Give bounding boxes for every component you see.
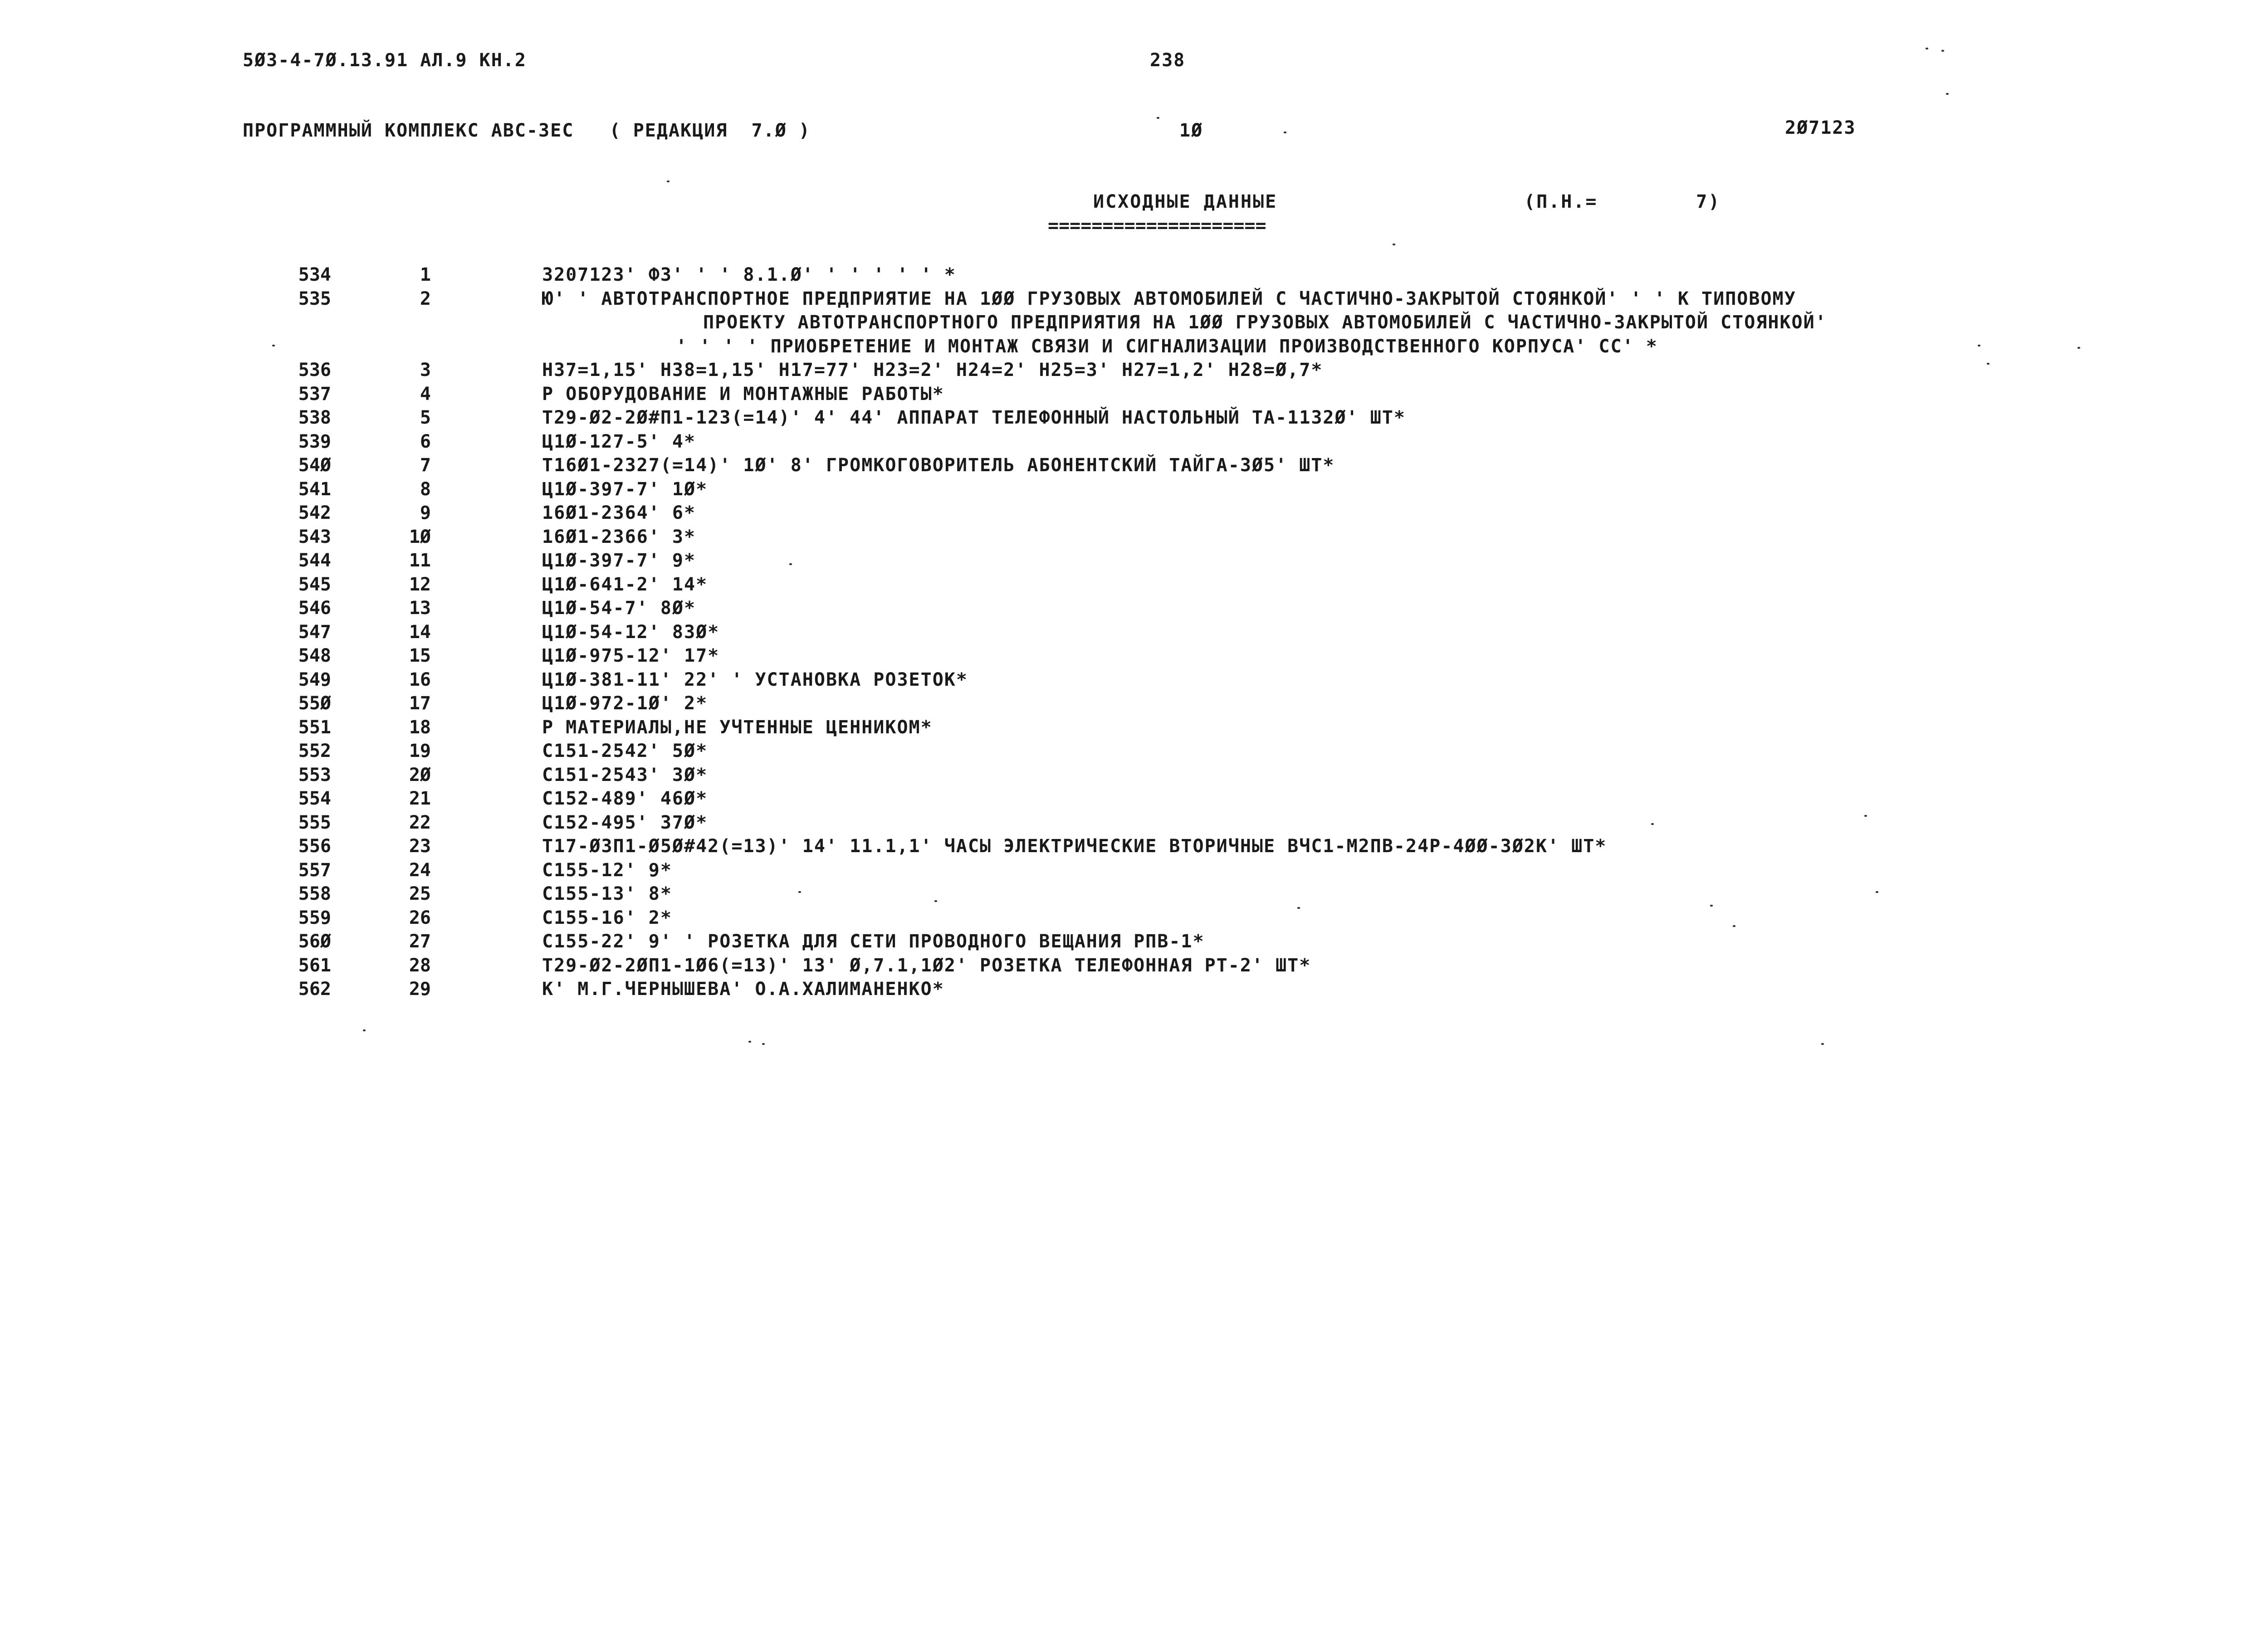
row-text: С155-22' 9' ' РОЗЕТКА ДЛЯ СЕТИ ПРОВОДНОГО ВЕЩАНИЯ РПВ-1* [542,931,1205,952]
row-number: 546 [298,598,331,619]
row-sequence: 6 [420,431,431,452]
scan-speck [1987,363,1989,365]
row-sequence: 21 [409,788,431,809]
row-sequence: 3 [420,360,431,380]
row-number: 554 [298,788,331,809]
scan-speck [1651,823,1654,825]
row-sequence: 16 [409,669,431,690]
listing-row [0,382,2268,406]
row-text: Н37=1,15' Н38=1,15' Н17=77' Н23=2' Н24=2' Н25=3' Н27=1,2' Н28=Ø,7* [542,360,1323,380]
row-sequence: 1 [420,264,431,285]
listing-row [0,478,2268,502]
scan-speck [934,900,937,902]
listing-row [0,692,2268,716]
row-text: Р ОБОРУДОВАНИЕ И МОНТАЖНЫЕ РАБОТЫ* [542,383,944,405]
row-number: 545 [298,574,331,595]
listing-row [0,977,2268,1001]
row-sequence: 19 [409,741,431,761]
document-code: 5Ø3-4-7Ø.13.91 АЛ.9 КН.2 [243,50,527,71]
row-text: К' М.Г.ЧЕРНЫШЕВА' О.А.ХАЛИМАНЕНКО* [542,979,944,1000]
row-sequence: 13 [409,598,431,619]
listing-row [0,525,2268,549]
scan-speck [363,1029,366,1031]
scan-speck [667,180,670,182]
row-text: С152-495' 37Ø* [542,812,708,833]
row-number: 535 [298,288,331,309]
row-text: Ю' ' АВТОТРАНСПОРТНОЕ ПРЕДПРИЯТИЕ НА 1ØØ ГРУЗОВЫХ АВТОМОБИЛЕЙ С ЧАСТИЧНО-ЗАКРЫТОЙ СТОЯНКОЙ' ' ' К ТИПОВОМУ [542,288,1796,309]
listing-row [0,716,2268,740]
row-text: С152-489' 46Ø* [542,788,708,809]
row-text: Т29-Ø2-2ØП1-1Ø6(=13)' 13' Ø,7.1,1Ø2' РОЗЕТКА ТЕЛЕФОННАЯ РТ-2' ШТ* [542,955,1311,976]
row-number: 542 [298,502,331,523]
row-text: Т16Ø1-2327(=14)' 1Ø' 8' ГРОМКОГОВОРИТЕЛЬ АБОНЕНТСКИЙ ТАЙГА-3Ø5' ШТ* [542,455,1335,476]
listing-row [0,954,2268,978]
row-number: 534 [298,264,331,285]
row-number: 539 [298,431,331,452]
scan-speck [762,1043,765,1045]
row-sequence: 4 [420,383,431,405]
row-sequence: 27 [409,931,431,952]
row-text: 3207123' Ф3' ' ' 8.1.Ø' ' ' ' ' ' * [542,264,956,285]
listing-row [0,763,2268,787]
scan-speck [748,1041,751,1043]
row-sequence: 9 [420,502,431,523]
listing-row [0,787,2268,811]
sheet-number: 1Ø [1179,120,1203,141]
row-number: 562 [298,979,331,1000]
row-number: 536 [298,360,331,380]
report-code: 2Ø7123 [1785,117,1856,138]
row-text: Ц1Ø-397-7' 9* [542,550,696,571]
row-number: 561 [298,955,331,976]
scan-speck [272,345,275,346]
row-number: 537 [298,383,331,405]
row-text: 16Ø1-2366' 3* [542,526,696,547]
row-sequence: 29 [409,979,431,1000]
listing-row [0,906,2268,930]
scan-speck [1946,93,1949,95]
section-param: (П.Н.= 7) [1524,191,1721,212]
listing-row [0,882,2268,906]
row-text: Ц1Ø-641-2' 14* [542,574,708,595]
page-number: 238 [1150,50,1186,71]
row-text: Ц1Ø-381-11' 22' ' УСТАНОВКА РОЗЕТОК* [542,669,968,690]
listing-row [0,620,2268,644]
scan-speck [1284,132,1286,133]
listing-row [0,406,2268,430]
scan-speck [1876,891,1878,893]
listing-row [0,739,2268,763]
listing-row [0,454,2268,478]
scan-speck [798,891,801,893]
scan-speck [789,563,792,565]
row-text: Ц1Ø-127-5' 4* [542,431,696,452]
listing-row [0,858,2268,883]
listing-row [0,358,2268,382]
row-sequence: 17 [409,693,431,714]
row-sequence: 26 [409,907,431,928]
row-number: 543 [298,526,331,547]
row-text: С151-2543' 3Ø* [542,764,708,785]
row-text: Ц1Ø-54-12' 83Ø* [542,621,720,643]
row-sequence: 14 [409,621,431,643]
row-sequence: 18 [409,717,431,738]
row-sequence: 23 [409,836,431,857]
row-text: Т17-Ø3П1-Ø5Ø#42(=13)' 14' 11.1,1' ЧАСЫ ЭЛЕКТРИЧЕСКИЕ ВТОРИЧНЫЕ ВЧС1-М2ПВ-24Р-4ØØ-3Ø2К' ШТ* [542,836,1607,857]
listing-row [0,644,2268,668]
row-number: 544 [298,550,331,571]
row-sequence: 1Ø [409,526,431,547]
row-sequence: 22 [409,812,431,833]
scan-speck [1864,815,1867,817]
row-text: С151-2542' 5Ø* [542,741,708,761]
listing-row [0,930,2268,954]
scan-speck [2077,347,2080,349]
row-text: Ц1Ø-972-1Ø' 2* [542,693,708,714]
row-number: 56Ø [298,931,331,952]
row-sequence: 5 [420,407,431,428]
row-text: Ц1Ø-54-7' 8Ø* [542,598,696,619]
listing-row-continuation [0,311,2268,335]
data-listing [0,263,2268,1001]
row-sequence: 2 [420,288,431,309]
section-title: ИСХОДНЫЕ ДАННЫЕ [1093,191,1278,212]
row-number: 552 [298,741,331,761]
row-number: 551 [298,717,331,738]
row-sequence: 25 [409,883,431,904]
row-text: Ц1Ø-397-7' 1Ø* [542,478,708,500]
row-sequence: 28 [409,955,431,976]
row-number: 553 [298,764,331,785]
listing-row [0,430,2268,454]
scan-speck [1710,905,1713,907]
row-text: ' ' ' ' ПРИОБРЕТЕНИЕ И МОНТАЖ СВЯЗИ И СИГНАЛИЗАЦИИ ПРОИЗВОДСТВЕННОГО КОРПУСА' СС' * [676,336,1658,357]
scan-speck [1941,50,1944,52]
row-number: 555 [298,812,331,833]
row-number: 559 [298,907,331,928]
listing-row [0,811,2268,835]
row-text: Т29-Ø2-2Ø#П1-123(=14)' 4' 44' АППАРАТ ТЕЛЕФОННЫЙ НАСТОЛЬНЫЙ ТА-1132Ø' ШТ* [542,407,1406,428]
listing-row [0,549,2268,573]
row-number: 538 [298,407,331,428]
scan-speck [1733,925,1735,927]
scan-speck [1393,244,1395,245]
scan-speck [1157,117,1159,119]
row-number: 556 [298,836,331,857]
row-sequence: 8 [420,478,431,500]
row-number: 548 [298,645,331,666]
row-text: С155-16' 2* [542,907,672,928]
row-sequence: 7 [420,455,431,476]
listing-row-continuation [0,335,2268,359]
row-sequence: 24 [409,859,431,881]
program-name: ПРОГРАММНЫЙ КОМПЛЕКС АВС-3ЕС ( РЕДАКЦИЯ 7.Ø ) [243,120,811,141]
row-text: 16Ø1-2364' 6* [542,502,696,523]
row-number: 547 [298,621,331,643]
row-number: 557 [298,859,331,881]
row-number: 558 [298,883,331,904]
row-number: 54Ø [298,455,331,476]
row-number: 55Ø [298,693,331,714]
row-sequence: 15 [409,645,431,666]
row-number: 541 [298,478,331,500]
listing-row [0,287,2268,311]
scan-speck [1926,48,1928,49]
row-sequence: 2Ø [409,764,431,785]
scan-speck [1978,345,1980,346]
listing-row [0,263,2268,287]
row-text: Ц1Ø-975-12' 17* [542,645,720,666]
row-text: С155-13' 8* [542,883,672,904]
listing-row [0,834,2268,858]
section-underline: ==================== [1048,215,1266,236]
listing-row [0,573,2268,597]
row-number: 549 [298,669,331,690]
listing-row [0,668,2268,692]
row-sequence: 11 [409,550,431,571]
listing-row [0,596,2268,620]
row-text: Р МАТЕРИАЛЫ,НЕ УЧТЕННЫЕ ЦЕННИКОМ* [542,717,933,738]
row-sequence: 12 [409,574,431,595]
listing-row [0,501,2268,525]
scan-speck [1297,907,1300,909]
scan-speck [1821,1043,1824,1045]
row-text: ПРОЕКТУ АВТОТРАНСПОРТНОГО ПРЕДПРИЯТИЯ НА 1ØØ ГРУЗОВЫХ АВТОМОБИЛЕЙ С ЧАСТИЧНО-ЗАКРЫТОЙ СТОЯНКОЙ' [703,312,1827,333]
row-text: С155-12' 9* [542,859,672,881]
